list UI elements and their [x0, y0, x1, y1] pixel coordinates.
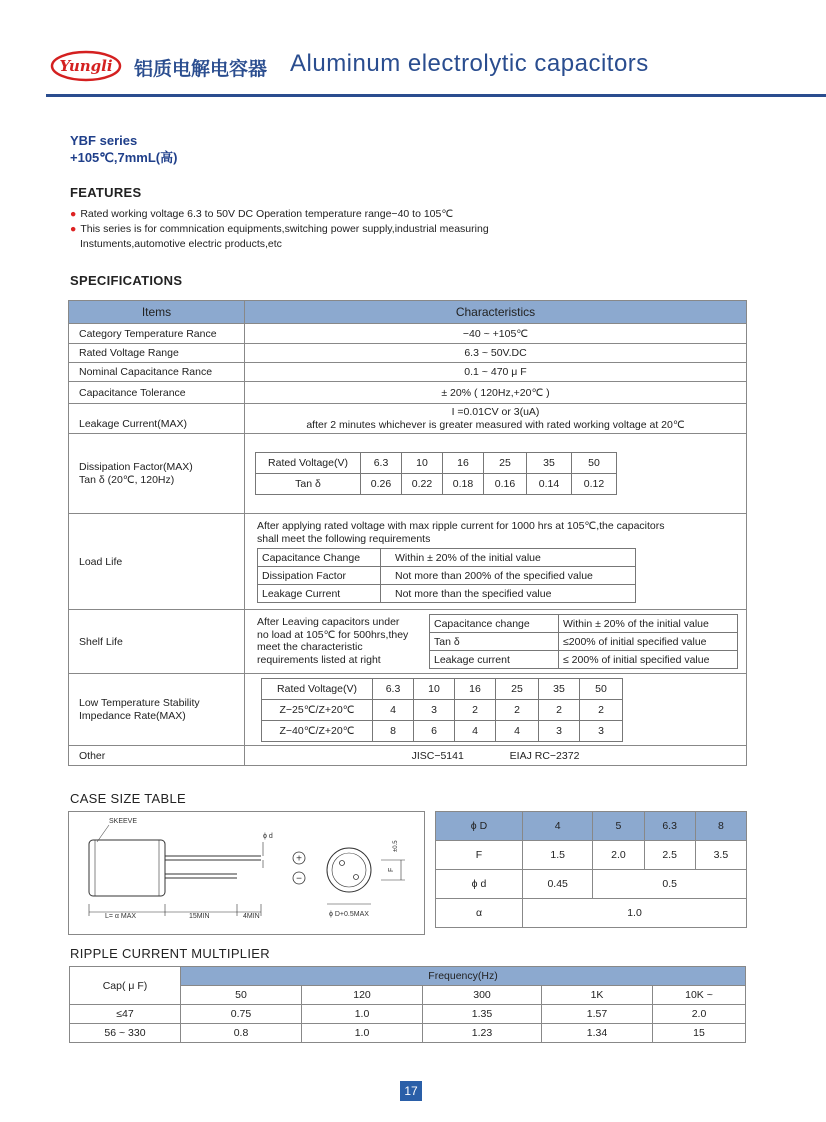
dissipation-subtable: Rated Voltage(V) 6.3 10 16 25 35 50 Tan δ 0.26 0.22 0.18 0.16 0.14 0.12: [255, 452, 617, 495]
table-row: Rated Voltage Range 6.3 ~ 50V.DC: [69, 344, 747, 363]
table-row-dissipation: Dissipation Factor(MAX) Tan δ (20℃, 120Hz) Rated Voltage(V) 6.3 10 16 25 35 50 Tan δ 0.26 0.22 0.18 0.16 0.14 0.12: [69, 434, 747, 514]
ripple-heading: RIPPLE CURRENT MULTIPLIER: [70, 946, 270, 961]
ripple-table: Cap( μ F) Frequency(Hz) 50 120 300 1K 10K ~ ≤47 0.75 1.0 1.35 1.57 2.0 56 ~ 330 0.8 1.0 1.23 1.34 15: [69, 966, 746, 1043]
load-life-subtable: Capacitance Change Within ± 20% of the initial value Dissipation Factor Not more than 200% of the specified value Leakage Current Not more than the specified value: [257, 548, 636, 603]
case-drawing: [68, 811, 425, 935]
table-row-load-life: Load Life After applying rated voltage with max ripple current for 1000 hrs at 105℃,the capacitors shall meet the following requirements Capacitance Change Within ± 20% of the initial value Dissipation Factor Not more than 200% of the specified value Leakage Current Not more than the specified value: [69, 514, 747, 610]
f-label: F: [388, 867, 395, 872]
plus-symbol: +: [296, 853, 302, 865]
table-row-other: Other JISC−5141 EIAJ RC−2372: [69, 746, 747, 766]
brand-logo: [50, 50, 122, 82]
logo-text: Yungli: [59, 57, 113, 75]
case-size-heading: CASE SIZE TABLE: [70, 791, 187, 806]
feature-item: ● This series is for commnication equipments,switching power supply,industrial measuring: [70, 223, 489, 235]
header-title-en: Aluminum electrolytic capacitors: [290, 50, 649, 77]
features-heading: FEATURES: [70, 185, 142, 200]
header-divider: [46, 94, 826, 97]
col-characteristics: Characteristics: [245, 301, 747, 324]
specifications-table: [68, 300, 747, 766]
header-title-cn: 铝质电解电容器: [134, 58, 268, 80]
series-name: YBF series: [70, 133, 138, 148]
min4-label: 4MIN: [243, 913, 260, 920]
phi-d-label: ϕ d: [263, 833, 273, 840]
l-max-label: L= α MAX: [105, 913, 137, 920]
features-list: [70, 207, 690, 252]
phi-D-label: ϕ D+0.5MAX: [329, 911, 369, 918]
table-row-low-temp: Low Temperature Stability Impedance Rate(MAX) Rated Voltage(V) 6.3 10 16 25 35 50 Z−25℃/Z+20℃ 4 3 2 2 2 2 Z−40℃/Z+20℃ 8 6 4 4 3 3: [69, 674, 747, 746]
low-temp-subtable: Rated Voltage(V) 6.3 10 16 25 35 50 Z−25℃/Z+20℃ 4 3 2 2 2 2 Z−40℃/Z+20℃ 8 6 4 4 3 3: [261, 678, 623, 742]
table-row-leakage: Leakage Current(MAX) I =0.01CV or 3(uA) after 2 minutes whichever is greater measured with rated working voltage at 20℃: [69, 404, 747, 434]
specs-heading: SPECIFICATIONS: [70, 273, 183, 288]
table-row-shelf-life: Shelf Life After Leaving capacitors under no load at 105℃ for 500hrs,they meet the characteristic requirements listed at right Capacitance change Within ± 20% of the initial value Tan δ ≤200% of initial specified value Leakage current ≤ 200% of initial specified value: [69, 610, 747, 674]
table-row: Capacitance Tolerance ± 20% ( 120Hz,+20℃ ): [69, 382, 747, 404]
min15-label: 15MIN: [189, 913, 210, 920]
series-subtitle: +105℃,7mmL(高): [70, 150, 178, 165]
table-row: Nominal Capacitance Rance 0.1 ~ 470 μ F: [69, 363, 747, 382]
tolerance-label: ±0.5: [393, 840, 399, 852]
feature-item: Instuments,automotive electric products,etc: [80, 238, 282, 250]
col-items: Items: [69, 301, 245, 324]
page-number: 17: [400, 1081, 422, 1101]
table-row: Category Temperature Rance −40 ~ +105℃: [69, 324, 747, 344]
minus-symbol: −: [296, 873, 302, 885]
shelf-life-subtable: Capacitance change Within ± 20% of the initial value Tan δ ≤200% of initial specified value Leakage current ≤ 200% of initial specified value: [429, 614, 738, 669]
skeeve-label: SKEEVE: [109, 818, 138, 825]
series-block: [70, 132, 177, 166]
case-size-table: ϕ D 4 5 6.3 8 F 1.5 2.0 2.5 3.5 ϕ d 0.45 0.5 α 1.0: [435, 811, 747, 928]
feature-item: ● Rated working voltage 6.3 to 50V DC Operation temperature range−40 to 105℃: [70, 208, 454, 220]
